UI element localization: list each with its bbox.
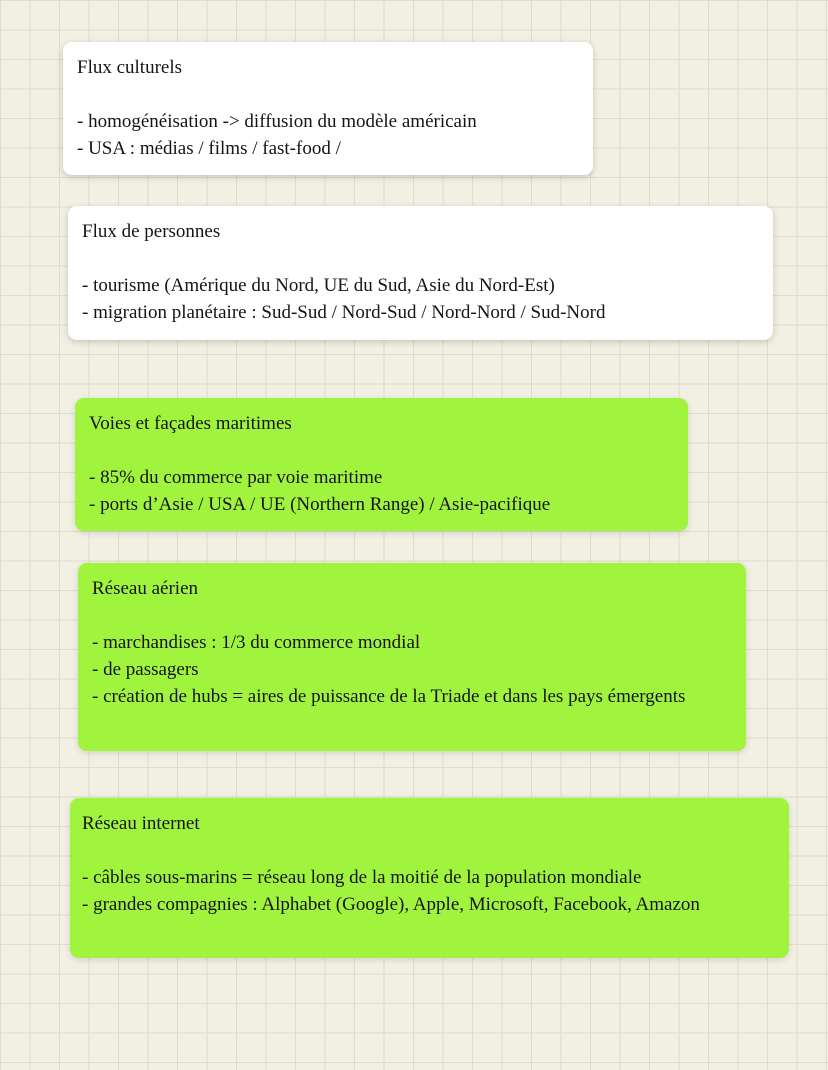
note-card-flux-culturels[interactable] — [63, 42, 593, 175]
card-line: - USA : médias / films / fast-food / — [77, 138, 341, 159]
card-line: - câbles sous-marins = réseau long de la moitié de la population mondiale — [82, 867, 642, 888]
card-line: - 85% du commerce par voie maritime — [89, 467, 383, 488]
note-card-reseau-aerien[interactable] — [78, 563, 746, 751]
note-card-reseau-internet[interactable] — [70, 798, 789, 958]
card-title: Flux de personnes — [82, 221, 221, 242]
card-title: Réseau aérien — [92, 578, 199, 599]
card-body — [92, 629, 732, 710]
card-line: - migration planétaire : Sud-Sud / Nord-Sud / Nord-Nord / Sud-Nord — [82, 302, 606, 323]
card-title: Réseau internet — [82, 813, 200, 834]
card-line: - grandes compagnies : Alphabet (Google), Apple, Microsoft, Facebook, Amazon — [82, 894, 700, 915]
card-line: - ports d’Asie / USA / UE (Northern Range) / Asie-pacifique — [89, 494, 551, 515]
card-line: - tourisme (Amérique du Nord, UE du Sud, Asie du Nord-Est) — [82, 275, 555, 296]
card-line: - création de hubs = aires de puissance de la Triade et dans les pays émergents — [92, 686, 686, 707]
card-body — [77, 108, 579, 162]
card-body — [82, 864, 777, 918]
note-card-flux-de-personnes[interactable] — [68, 206, 773, 340]
card-title: Voies et façades maritimes — [89, 413, 292, 434]
card-line: - marchandises : 1/3 du commerce mondial — [92, 632, 421, 653]
card-line: - homogénéisation -> diffusion du modèle américain — [77, 111, 477, 132]
card-body — [89, 464, 674, 518]
card-body — [82, 272, 759, 326]
card-title: Flux culturels — [77, 57, 183, 78]
card-line: - de passagers — [92, 659, 199, 680]
note-card-voies-et-facades-maritimes[interactable] — [75, 398, 688, 531]
